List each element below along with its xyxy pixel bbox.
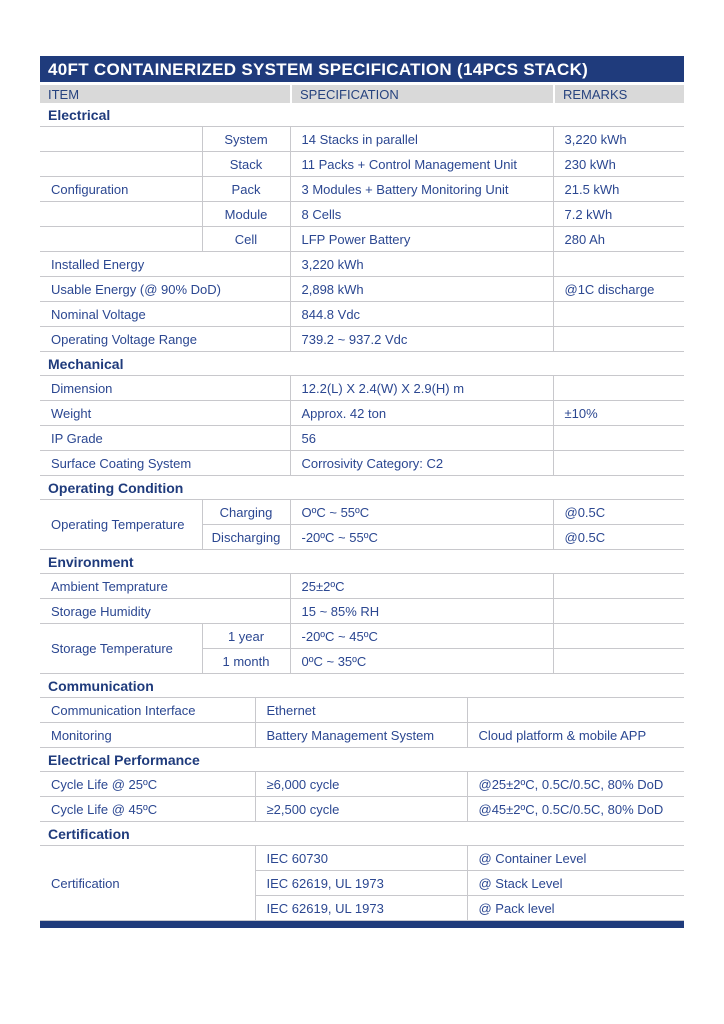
remarks-cell: 21.5 kWh [553,177,684,202]
item-cell: Storage Temperature [40,624,202,674]
item-cell: Storage Humidity [40,599,290,624]
section-title-electrical-performance: Electrical Performance [40,748,684,772]
table-row [40,327,684,352]
item-cell: IP Grade [40,426,290,451]
remarks-cell: @ Container Level [467,846,684,871]
remarks-cell [467,698,684,723]
specification-cell: Corrosivity Category: C2 [290,451,553,476]
item-cell: Operating Voltage Range [40,327,290,352]
table-row [40,152,684,177]
section-table-certification [40,846,684,921]
table-row [40,574,684,599]
item-cell: Configuration [40,177,202,202]
specification-cell: 3,220 kWh [290,252,553,277]
table-row [40,599,684,624]
table-row [40,772,684,797]
sub-item-cell: System [202,127,290,152]
section-title-environment: Environment [40,550,684,574]
remarks-cell [553,451,684,476]
spec-sheet-content [40,56,684,928]
remarks-cell: 230 kWh [553,152,684,177]
remarks-cell [553,327,684,352]
remarks-cell [553,649,684,674]
sub-item-cell: 1 year [202,624,290,649]
item-cell: Installed Energy [40,252,290,277]
specification-cell: 8 Cells [290,202,553,227]
specification-cell: Battery Management System [255,723,467,748]
specification-cell: Ethernet [255,698,467,723]
table-row [40,797,684,822]
remarks-cell: 280 Ah [553,227,684,252]
item-cell: Monitoring [40,723,255,748]
specification-cell: OºC ~ 55ºC [290,500,553,525]
section-title-communication: Communication [40,674,684,698]
table-row [40,426,684,451]
section-table-electrical [40,127,684,352]
specification-cell: Approx. 42 ton [290,401,553,426]
sub-item-cell: Stack [202,152,290,177]
item-cell: Cycle Life @ 25ºC [40,772,255,797]
specification-cell: LFP Power Battery [290,227,553,252]
remarks-cell: 3,220 kWh [553,127,684,152]
section-title-mechanical: Mechanical [40,352,684,376]
item-cell: Surface Coating System [40,451,290,476]
section-title-operating-condition: Operating Condition [40,476,684,500]
table-row [40,376,684,401]
spec-sections [40,103,684,921]
table-row [40,302,684,327]
specification-cell: 11 Packs + Control Management Unit [290,152,553,177]
specification-cell: 25±2ºC [290,574,553,599]
remarks-cell [553,426,684,451]
sub-item-cell: Cell [202,227,290,252]
specification-cell: 0ºC ~ 35ºC [290,649,553,674]
table-row [40,624,684,649]
table-row [40,252,684,277]
item-cell: Certification [40,846,255,921]
item-cell [40,152,202,177]
section-title-electrical: Electrical [40,103,684,127]
bottom-rule [40,921,684,928]
item-cell: Ambient Temprature [40,574,290,599]
remarks-cell: 7.2 kWh [553,202,684,227]
table-row [40,127,684,152]
table-header-row [40,85,684,103]
sub-item-cell: 1 month [202,649,290,674]
remarks-cell: @25±2ºC, 0.5C/0.5C, 80% DoD [467,772,684,797]
specification-cell: IEC 62619, UL 1973 [255,871,467,896]
specification-cell: 56 [290,426,553,451]
sub-item-cell: Module [202,202,290,227]
sub-item-cell: Discharging [202,525,290,550]
remarks-cell: @0.5C [553,500,684,525]
sub-item-cell: Pack [202,177,290,202]
sub-item-cell: Charging [202,500,290,525]
specification-cell: ≥6,000 cycle [255,772,467,797]
page-title: 40FT CONTAINERIZED SYSTEM SPECIFICATION (14PCS STACK) [40,56,684,82]
table-row [40,846,684,871]
section-table-electrical-performance [40,772,684,822]
item-cell: Usable Energy (@ 90% DoD) [40,277,290,302]
remarks-cell [553,302,684,327]
remarks-cell: @0.5C [553,525,684,550]
remarks-cell: @ Pack level [467,896,684,921]
table-row [40,227,684,252]
table-row [40,500,684,525]
table-row [40,401,684,426]
remarks-cell: Cloud platform & mobile APP [467,723,684,748]
specification-cell: 14 Stacks in parallel [290,127,553,152]
specification-cell: -20ºC ~ 55ºC [290,525,553,550]
remarks-cell: @1C discharge [553,277,684,302]
section-table-mechanical [40,376,684,476]
remarks-cell [553,599,684,624]
table-row [40,177,684,202]
specification-cell: IEC 62619, UL 1973 [255,896,467,921]
item-cell: Operating Temperature [40,500,202,550]
table-row [40,451,684,476]
table-row [40,277,684,302]
remarks-cell [553,252,684,277]
column-header-item: ITEM [40,85,290,103]
item-cell [40,202,202,227]
column-header-specification: SPECIFICATION [290,85,553,103]
remarks-cell [553,624,684,649]
table-row [40,723,684,748]
table-row [40,202,684,227]
specification-cell: 15 ~ 85% RH [290,599,553,624]
remarks-cell [553,574,684,599]
remarks-cell: @ Stack Level [467,871,684,896]
specification-cell: -20ºC ~ 45ºC [290,624,553,649]
remarks-cell: @45±2ºC, 0.5C/0.5C, 80% DoD [467,797,684,822]
item-cell: Communication Interface [40,698,255,723]
remarks-cell: ±10% [553,401,684,426]
specification-cell: 844.8 Vdc [290,302,553,327]
item-cell: Dimension [40,376,290,401]
table-row [40,698,684,723]
specification-cell: 12.2(L) X 2.4(W) X 2.9(H) m [290,376,553,401]
specification-cell: 739.2 ~ 937.2 Vdc [290,327,553,352]
section-table-environment [40,574,684,674]
specification-cell: ≥2,500 cycle [255,797,467,822]
section-table-operating-condition [40,500,684,550]
item-cell [40,227,202,252]
specification-cell: IEC 60730 [255,846,467,871]
item-cell: Nominal Voltage [40,302,290,327]
section-table-communication [40,698,684,748]
specification-cell: 2,898 kWh [290,277,553,302]
item-cell: Weight [40,401,290,426]
item-cell [40,127,202,152]
remarks-cell [553,376,684,401]
specification-cell: 3 Modules + Battery Monitoring Unit [290,177,553,202]
item-cell: Cycle Life @ 45ºC [40,797,255,822]
section-title-certification: Certification [40,822,684,846]
column-header-remarks: REMARKS [553,85,684,103]
